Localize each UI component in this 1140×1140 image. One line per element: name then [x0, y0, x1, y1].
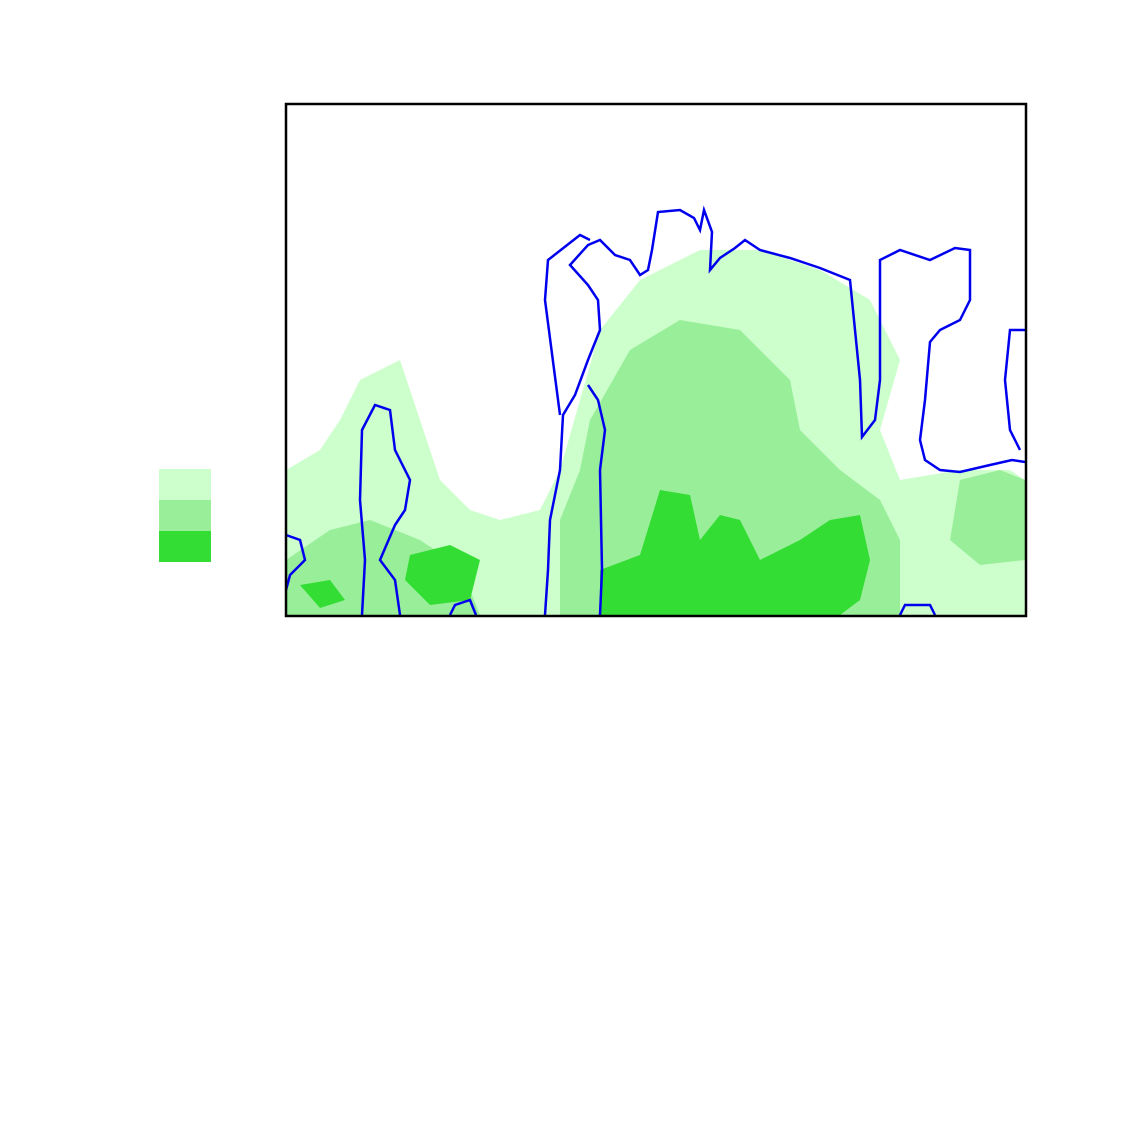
rh-shading — [286, 250, 1025, 615]
cross-section-panel — [286, 104, 1026, 616]
legend-swatch-rh80 — [159, 500, 211, 531]
legend-swatch-rh70 — [159, 469, 211, 500]
legend-swatch-rh90 — [159, 531, 211, 562]
